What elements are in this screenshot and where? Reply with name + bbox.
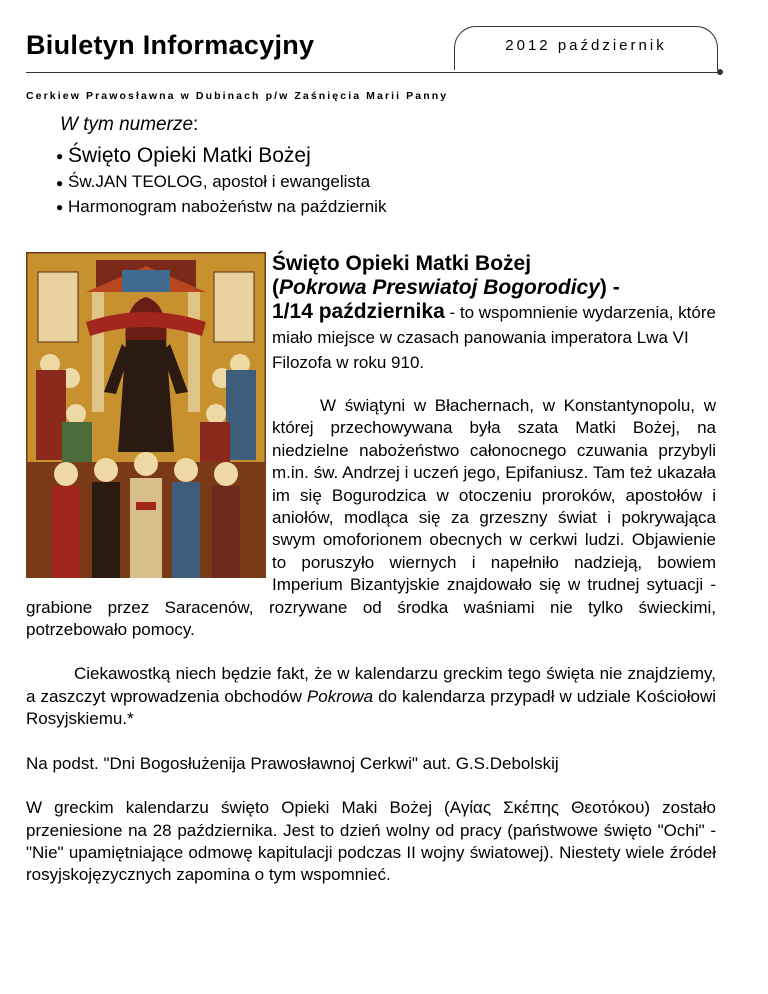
article-title-main: Święto Opieki Matki Bożej (272, 252, 532, 275)
newsletter-title: Biuletyn Informacyjny (26, 30, 315, 60)
article-paragraph: W świątyni w Błachernach, w Konstantynopolu, w której przechowywana była szata Matki Bożej, na niedzielne nabożeństwo całonocnego czuwania przybyli m.in. św. Andrzej i uczeń jego, Epifaniusz. Tam też ukazała im się Bogurodzica w otoczeniu proroków, apostołów i aniołów, modląca się za grzeszny świat i pokrywająca swym omoforionem obecnych w cerkwi ludzi. Objawienie to poruszyło wiernych i napełniło nadzieją, bowiem Imperium Bizantyjskie znajdowało się w trudnej sytuacji - grabione przez Saracenów, rozrywane od środka waśniami nie tylko świeckimi, potrzebowało pomocy. (26, 396, 716, 640)
toc-item-label: Harmonogram nabożeństw na październik (68, 196, 387, 216)
toc-item (56, 170, 386, 195)
parish-subtitle: Cerkiew Prawosławna w Dubinach p/w Zaśnięcia Marii Panny (26, 90, 449, 102)
issue-date-tab (454, 26, 718, 70)
article-lead: - to wspomnienie wydarzenia, które miało miejsce w czasach panowania imperatora Lwa VI Filozofa w roku 910. (272, 303, 716, 372)
toc-item-label: Św.JAN TEOLOG, apostoł i ewangelista (68, 172, 371, 192)
header-rule-dot (717, 69, 723, 75)
toc-item (56, 195, 386, 220)
pokrov-icon-image (26, 252, 266, 578)
article (26, 252, 716, 887)
para2-text-b: do kalendarza przypadł w udziale Kościołowi Rosyjskiemu.* (26, 686, 717, 729)
title-paren-close: ) - (599, 276, 620, 299)
source-note: Na podst. "Dni Bogosłużenija Prawosławnoj Cerkwi" aut. G.S.Debolskij (26, 753, 559, 773)
article-dateline: 1/14 października (272, 300, 445, 323)
article-paragraph (26, 663, 716, 730)
para2-emphasis: Pokrowa (306, 686, 374, 706)
bullet-icon: ● (56, 149, 64, 164)
toc-heading-colon: : (193, 114, 199, 135)
bullet-icon: ● (56, 200, 64, 215)
toc-heading-text: W tym numerze (60, 114, 194, 135)
para2-text-a: Ciekawostką niech będzie fakt, że w kalendarzu greckim tego święta nie znajdziemy, a zaszczyt wprowadzenia obchodów (26, 664, 716, 706)
title-paren-open: ( (272, 276, 279, 299)
bullet-icon: ● (56, 175, 64, 190)
toc-list (56, 142, 386, 219)
article-paragraph: W greckim kalendarzu święto Opieki Maki Bożej (Αγίας Σκέπης Θεοτόκου) zostało przeniesione na 28 października. Jest to dzień wolny od pracy (państwowe święto "Ochi" - "Nie" upamiętniające odmowę kapitulacji podczas II wojny światowej). Niestety wiele źródeł rosyjskojęzycznych zapomina o tym wspomnieć. (26, 798, 716, 885)
toc-heading (60, 114, 198, 136)
header-rule (26, 72, 720, 73)
toc-item-label: Święto Opieki Matki Bożej (68, 144, 311, 167)
issue-date: 2012 październik (505, 37, 667, 54)
article-title-alt: Pokrowa Preswiatoj Bogorodicy (279, 276, 600, 299)
toc-item (56, 142, 386, 170)
